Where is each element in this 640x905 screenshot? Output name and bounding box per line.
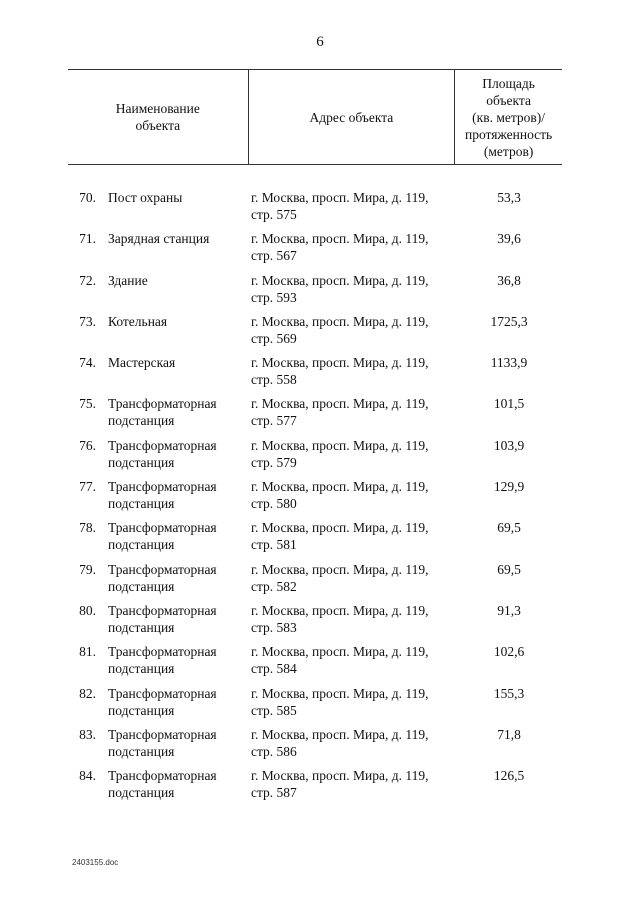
row-number: 84. (79, 768, 96, 784)
row-address: г. Москва, просп. Мира, д. 119, стр. 567 (251, 231, 429, 264)
row-number: 83. (79, 726, 96, 742)
row-number: 78. (79, 520, 96, 536)
table-row (0, 313, 640, 354)
row-address: г. Москва, просп. Мира, д. 119, стр. 586 (251, 726, 429, 759)
row-area: 69,5 (497, 561, 521, 577)
row-area: 36,8 (497, 272, 521, 288)
row-address: г. Москва, просп. Мира, д. 119, стр. 585 (251, 685, 429, 718)
document-filename: 2403155.doc (72, 858, 119, 867)
table-row (0, 478, 640, 519)
table-body (0, 189, 640, 808)
table-row (0, 354, 640, 395)
table-row (0, 726, 640, 767)
row-address: г. Москва, просп. Мира, д. 119, стр. 558 (251, 355, 429, 388)
row-address: г. Москва, просп. Мира, д. 119, стр. 569 (251, 313, 429, 346)
row-area: 155,3 (493, 685, 525, 701)
row-address: г. Москва, просп. Мира, д. 119, стр. 593 (251, 272, 429, 305)
row-area: 39,6 (497, 231, 521, 247)
table-row (0, 437, 640, 478)
row-address: г. Москва, просп. Мира, д. 119, стр. 584 (251, 644, 429, 677)
row-object-name: Трансформаторная подстанция (108, 561, 217, 594)
row-number: 77. (79, 479, 96, 495)
table-row (0, 767, 640, 808)
row-area: 69,5 (497, 520, 521, 536)
row-number: 82. (79, 685, 96, 701)
row-area: 71,8 (497, 726, 521, 742)
row-address: г. Москва, просп. Мира, д. 119, стр. 579 (251, 437, 429, 470)
row-address: г. Москва, просп. Мира, д. 119, стр. 581 (251, 520, 429, 553)
row-address: г. Москва, просп. Мира, д. 119, стр. 577 (251, 396, 429, 429)
row-object-name: Трансформаторная подстанция (108, 685, 217, 718)
row-number: 71. (79, 231, 96, 247)
row-area: 91,3 (497, 602, 521, 618)
row-object-name: Трансформаторная подстанция (108, 726, 217, 759)
row-number: 80. (79, 602, 96, 618)
row-number: 79. (79, 561, 96, 577)
table-row (0, 685, 640, 726)
row-number: 70. (79, 190, 96, 205)
table-row (0, 561, 640, 602)
row-area: 101,5 (493, 396, 525, 412)
row-address: г. Москва, просп. Мира, д. 119, стр. 583 (251, 602, 429, 635)
row-area: 1725,3 (490, 313, 528, 329)
table-header (68, 69, 562, 165)
page-number: 6 (316, 34, 324, 50)
row-area: 129,9 (493, 479, 525, 495)
row-area: 102,6 (493, 644, 525, 660)
row-object-name: Мастерская (108, 355, 176, 371)
table-row (0, 230, 640, 271)
row-address: г. Москва, просп. Мира, д. 119, стр. 575 (251, 190, 429, 222)
table-row (0, 602, 640, 643)
row-object-name: Зарядная станция (108, 231, 210, 247)
table-row (0, 272, 640, 313)
row-area: 126,5 (493, 768, 525, 784)
header-object-address: Адрес объекта (248, 70, 455, 164)
header-object-name: Наименование объекта (115, 101, 200, 133)
row-object-name: Трансформаторная подстанция (108, 644, 217, 677)
row-number: 76. (79, 437, 96, 453)
row-number: 72. (79, 272, 96, 288)
row-object-name: Трансформаторная подстанция (108, 396, 217, 429)
table-row (0, 395, 640, 436)
row-object-name: Здание (108, 272, 148, 288)
row-object-name: Трансформаторная подстанция (108, 768, 217, 801)
row-object-name: Пост охраны (108, 190, 183, 205)
row-object-name: Трансформаторная подстанция (108, 602, 217, 635)
row-area: 53,3 (497, 190, 521, 205)
row-address: г. Москва, просп. Мира, д. 119, стр. 587 (251, 768, 429, 801)
row-area: 1133,9 (490, 355, 528, 371)
table-row (0, 643, 640, 684)
row-address: г. Москва, просп. Мира, д. 119, стр. 582 (251, 561, 429, 594)
row-object-name: Трансформаторная подстанция (108, 437, 217, 470)
row-object-name: Котельная (108, 313, 168, 329)
row-number: 73. (79, 313, 96, 329)
row-object-name: Трансформаторная подстанция (108, 520, 217, 553)
row-number: 75. (79, 396, 96, 412)
table-row (0, 519, 640, 560)
row-object-name: Трансформаторная подстанция (108, 479, 217, 512)
table-row (0, 189, 640, 230)
row-number: 81. (79, 644, 96, 660)
row-number: 74. (79, 355, 96, 371)
row-area: 103,9 (493, 437, 525, 453)
row-address: г. Москва, просп. Мира, д. 119, стр. 580 (251, 479, 429, 512)
header-object-area: Площадь объекта (кв. метров)/ протяженность (метров) (454, 70, 562, 164)
